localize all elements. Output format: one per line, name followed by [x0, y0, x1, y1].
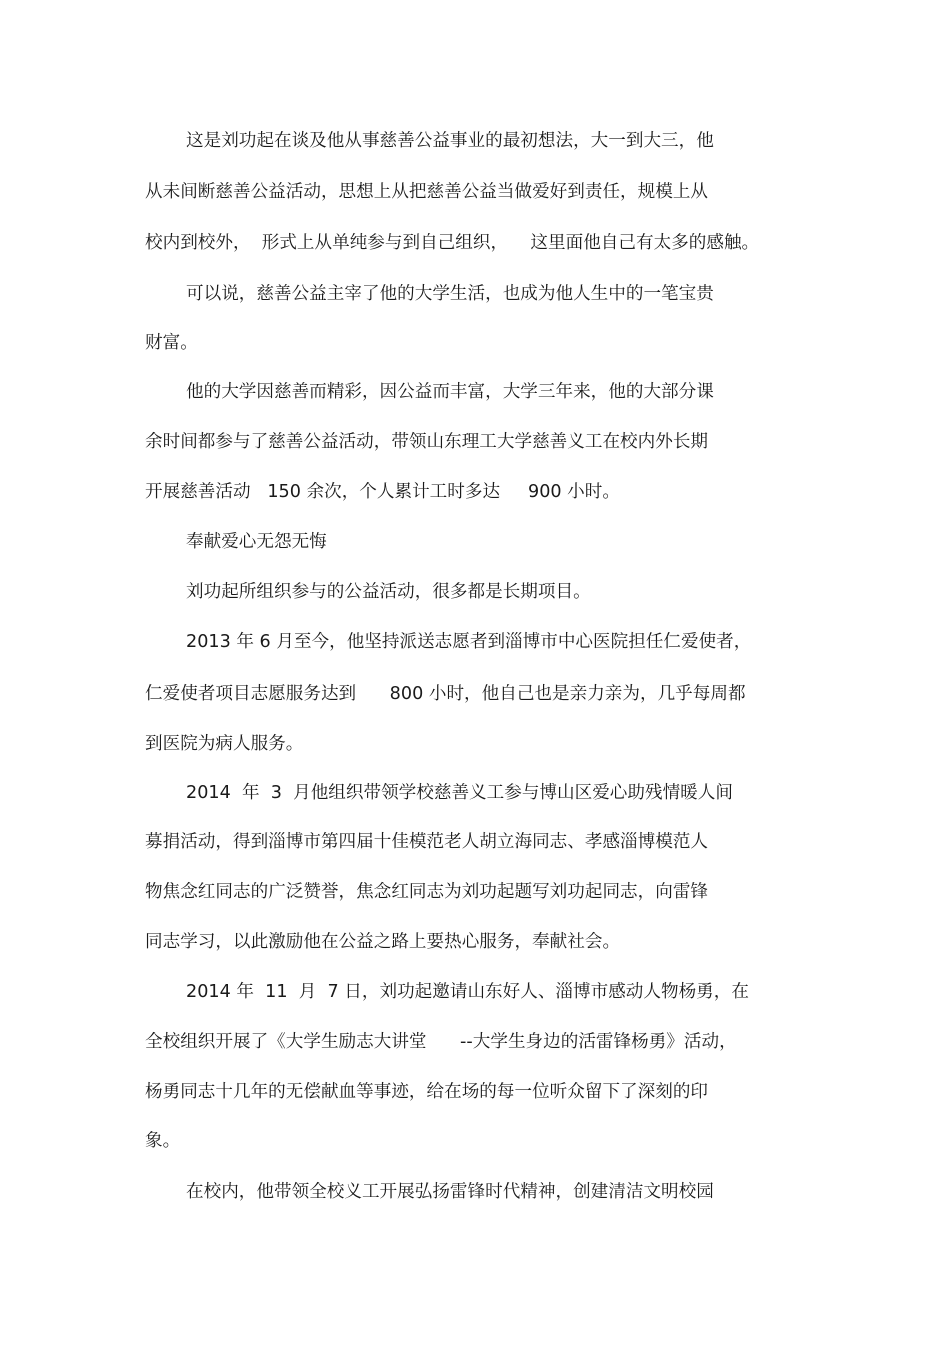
section-heading: 奉献爱心无怨无悔 — [186, 532, 327, 552]
text-line: 开展慈善活动 150 余次，个人累计工时多达 900 小时。 — [145, 482, 620, 502]
text-line: 校内到校外， 形式上从单纯参与到自己组织， 这里面他自己有太多的感触。 — [145, 233, 760, 253]
text-line: 从未间断慈善公益活动，思想上从把慈善公益当做爱好到责任，规模上从 — [145, 182, 709, 202]
text-line: 在校内，他带领全校义工开展弘扬雷锋时代精神，创建清洁文明校园 — [186, 1182, 714, 1202]
text-line: 到医院为病人服务。 — [145, 734, 304, 754]
text-line: 可以说，慈善公益主宰了他的大学生活，也成为他人生中的一笔宝贵 — [186, 284, 714, 304]
text-line: 2014 年 11 月 7 日，刘功起邀请山东好人、淄博市感动人物杨勇，在 — [186, 982, 749, 1002]
text-line: 财富。 — [145, 333, 198, 353]
text-line: 全校组织开展了《大学生励志大讲堂 --大学生身边的活雷锋杨勇》活动， — [145, 1032, 737, 1052]
text-line: 这是刘功起在谈及他从事慈善公益事业的最初想法，大一到大三，他 — [186, 131, 714, 151]
text-line: 仁爱使者项目志愿服务达到 800 小时，他自己也是亲力亲为，几乎每周都 — [145, 684, 746, 704]
text-line: 他的大学因慈善而精彩，因公益而丰富，大学三年来，他的大部分课 — [186, 382, 714, 402]
text-line: 物焦念红同志的广泛赞誉，焦念红同志为刘功起题写刘功起同志，向雷锋 — [145, 882, 709, 902]
text-line: 余时间都参与了慈善公益活动，带领山东理工大学慈善义工在校内外长期 — [145, 432, 709, 452]
text-line: 2014 年 3 月他组织带领学校慈善义工参与博山区爱心助残情暖人间 — [186, 783, 733, 803]
text-line: 刘功起所组织参与的公益活动，很多都是长期项目。 — [186, 582, 591, 602]
text-line: 2013 年 6 月至今，他坚持派送志愿者到淄博市中心医院担任仁爱使者， — [186, 632, 752, 652]
text-line: 杨勇同志十几年的无偿献血等事迹，给在场的每一位听众留下了深刻的印 — [145, 1082, 709, 1102]
text-line: 同志学习，以此激励他在公益之路上要热心服务，奉献社会。 — [145, 932, 621, 952]
text-line: 象。 — [145, 1131, 181, 1151]
text-line: 募捐活动，得到淄博市第四届十佳模范老人胡立海同志、孝感淄博模范人 — [145, 832, 709, 852]
